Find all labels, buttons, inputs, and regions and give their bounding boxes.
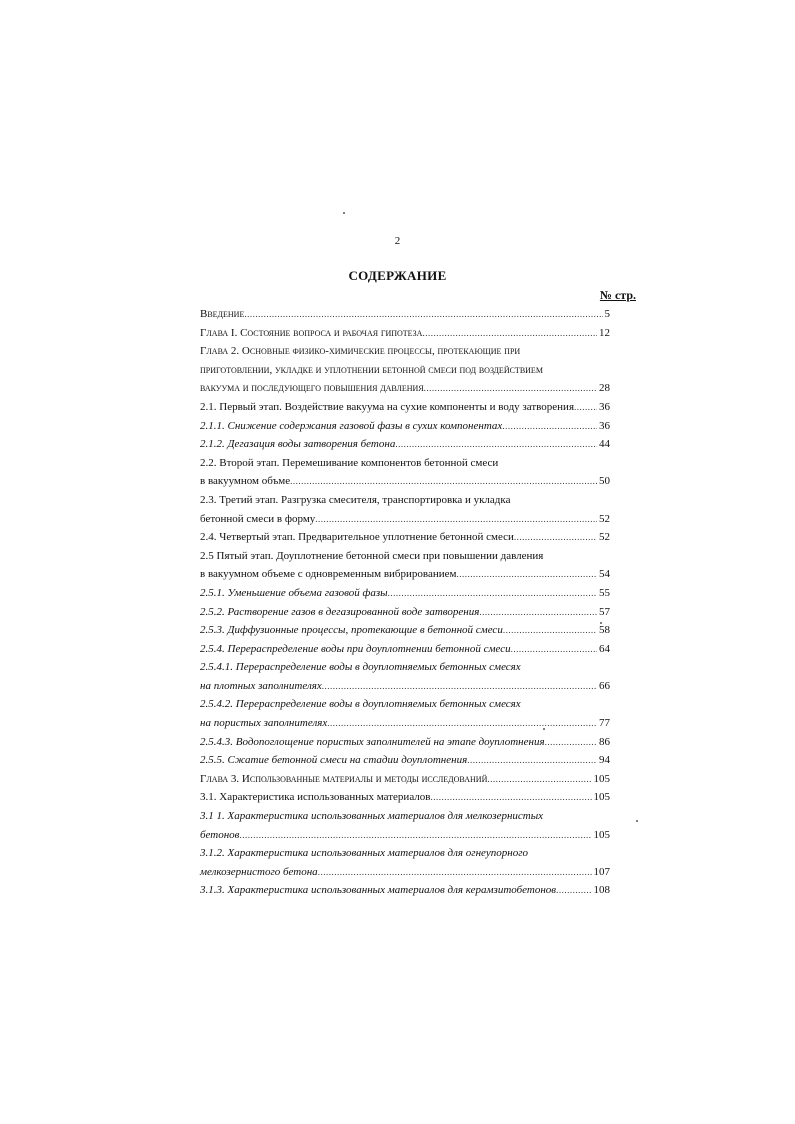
toc-entry-page: 36 — [599, 400, 610, 413]
toc-leader-dots — [467, 751, 597, 770]
toc-leader-dots — [318, 863, 592, 882]
toc-leader-dots — [244, 305, 602, 324]
toc-entry — [200, 417, 610, 436]
toc-entry — [200, 454, 610, 473]
toc-entry-page: 94 — [599, 754, 610, 767]
toc-entry-text: 2.4. Четвертый этап. Предварительное уплотнение бетонной смеси — [200, 531, 514, 544]
toc-entry-page: 58 — [599, 624, 610, 637]
toc-entry-page: 55 — [599, 586, 610, 599]
toc-entry-text: в вакуумном объме — [200, 475, 291, 488]
toc-entry — [200, 510, 610, 529]
toc-entry-page: 54 — [599, 568, 610, 581]
toc-entry-page: 105 — [593, 772, 610, 785]
page-number: 2 — [394, 235, 401, 247]
toc-leader-dots — [514, 528, 597, 547]
toc-entry-page: 66 — [599, 679, 610, 692]
toc-entry-page: 12 — [599, 326, 610, 339]
toc-entry-text: приготовлении, укладке и уплотнении бетонной смеси под воздействием — [200, 363, 543, 376]
toc-entry — [200, 695, 610, 714]
toc-entry-text: 2.2. Второй этап. Перемешивание компонентов бетонной смеси — [200, 456, 499, 469]
toc-entry-text: в вакуумном объеме с одновременным вибрированием — [200, 568, 457, 581]
toc-entry — [200, 640, 610, 659]
toc-entry-page: 57 — [599, 605, 610, 618]
toc-leader-dots — [456, 565, 597, 584]
toc-entry-text: на плотных заполнителях — [200, 679, 322, 692]
toc-entry-text: 3.1 1. Характеристика использованных материалов для мелкозернистых — [200, 810, 544, 823]
toc-entry-text: 2.5.3. Диффузионные процессы, протекающие в бетонной смеси — [200, 624, 503, 637]
toc-entry-text: Введение — [200, 308, 245, 320]
toc-entry-text: 2.3. Третий этап. Разгрузка смесителя, транспортировка и укладка — [200, 493, 511, 506]
toc-entry-text: бетонной смеси в форму — [200, 512, 316, 525]
scan-speck — [543, 728, 545, 730]
toc-entry — [200, 472, 610, 491]
toc-entry-text: 2.5 Пятый этап. Доуплотнение бетонной смеси при повышении давления — [200, 549, 544, 562]
toc-entry — [200, 881, 610, 900]
toc-entry-text: 2.5.4.1. Перераспределение воды в доуплотняемых бетонных смесях — [200, 661, 521, 674]
toc-leader-dots — [503, 621, 597, 640]
toc-entry-text: Глава I. Состояние вопроса и рабочая гипотеза — [200, 326, 423, 339]
toc-entry-text: 2.1.1. Снижение содержания газовой фазы в сухих компонентах — [200, 419, 503, 432]
toc-entry — [200, 342, 610, 361]
toc-leader-dots — [315, 510, 597, 529]
toc-entry — [200, 435, 610, 454]
toc-entry-text: 2.5.1. Уменьшение объема газовой фазы — [200, 586, 388, 599]
toc-entry — [200, 751, 610, 770]
toc-leader-dots — [574, 398, 597, 417]
toc-entry-text: 3.1.3. Характеристика использованных материалов для керамзитобетонов — [200, 884, 557, 897]
toc-entry-page: 105 — [593, 791, 610, 804]
toc-leader-dots — [322, 677, 597, 696]
toc-entry-text: мелкозернистого бетона — [200, 865, 318, 878]
toc-leader-dots — [511, 640, 597, 659]
toc-leader-dots — [239, 826, 591, 845]
scan-speck — [636, 820, 638, 822]
toc-entry — [200, 844, 610, 863]
toc-entry-text: вакуума и последующего повышения давления — [200, 382, 424, 395]
toc-entry-text: 2.5.4.3. Водопоглощение пористых заполнителей на этапе доуплотнения — [200, 735, 545, 748]
toc-entry — [200, 677, 610, 696]
toc-entry — [200, 565, 610, 584]
toc-entry-text: 2.5.5. Сжатие бетонной смеси на стадии доуплотнения — [200, 754, 468, 767]
toc-entry-page: 108 — [593, 884, 610, 897]
toc-entry-page: 28 — [599, 382, 610, 395]
toc-entry — [200, 733, 610, 752]
toc-entry — [200, 361, 610, 380]
toc-entry-page: 77 — [599, 717, 610, 730]
toc-leader-dots — [487, 770, 591, 789]
toc-entry — [200, 863, 610, 882]
toc-entry-text: 2.1. Первый этап. Воздействие вакуума на сухие компоненты и воду затворения — [200, 400, 574, 413]
toc-entry — [200, 324, 610, 343]
toc-entry — [200, 491, 610, 510]
toc-leader-dots — [422, 324, 597, 343]
toc-leader-dots — [424, 379, 597, 398]
toc-entry-text: на пористых заполнителях — [200, 717, 328, 730]
toc-entry-page: 107 — [593, 865, 610, 878]
page-column-header: № стр. — [599, 288, 636, 302]
toc-entry — [200, 770, 610, 789]
toc-entry-text: 3.1. Характеристика использованных материалов — [200, 791, 431, 804]
scan-speck — [600, 622, 602, 624]
toc-entry — [200, 398, 610, 417]
toc-leader-dots — [556, 881, 591, 900]
toc-leader-dots — [545, 733, 597, 752]
toc-entry-page: 86 — [599, 735, 610, 748]
toc-entry-page: 64 — [599, 642, 610, 655]
toc-entry-text: 2.5.4. Перераспределение воды при доуплотнении бетонной смеси — [200, 642, 511, 655]
page-title: СОДЕРЖАНИЕ — [348, 268, 447, 283]
toc-entry — [200, 603, 610, 622]
toc-entry — [200, 621, 610, 640]
toc-entry-page: 5 — [604, 308, 610, 320]
toc-leader-dots — [290, 472, 597, 491]
toc-entry-text: 2.5.2. Растворение газов в дегазированной воде затворения — [200, 605, 480, 618]
toc-entry-page: 36 — [599, 419, 610, 432]
toc-entry — [200, 714, 610, 733]
toc-entry-page: 105 — [593, 828, 610, 841]
toc-entry — [200, 658, 610, 677]
toc-entry-page: 52 — [599, 531, 610, 544]
table-of-contents — [200, 305, 610, 900]
toc-entry-text: бетонов — [200, 828, 240, 841]
toc-entry-text: 3.1.2. Характеристика использованных материалов для огнеупорного — [200, 847, 529, 860]
toc-leader-dots — [388, 584, 597, 603]
toc-entry-text: Глава 2. Основные физико-химические процессы, протекающие при — [200, 345, 521, 358]
toc-entry-page: 52 — [599, 512, 610, 525]
toc-entry-page: 50 — [599, 475, 610, 488]
toc-leader-dots — [479, 603, 597, 622]
toc-entry — [200, 826, 610, 845]
toc-entry — [200, 379, 610, 398]
toc-entry — [200, 584, 610, 603]
toc-entry — [200, 788, 610, 807]
toc-entry — [200, 528, 610, 547]
toc-leader-dots — [395, 435, 597, 454]
toc-entry — [200, 547, 610, 566]
toc-leader-dots — [430, 788, 591, 807]
scan-speck — [343, 212, 345, 214]
toc-leader-dots — [327, 714, 597, 733]
toc-entry-text: 2.5.4.2. Перераспределение воды в доуплотняемых бетонных смесях — [200, 698, 521, 711]
toc-entry — [200, 305, 610, 324]
toc-entry-text: 2.1.2. Дегазация воды затворения бетона — [200, 438, 396, 451]
toc-entry — [200, 807, 610, 826]
toc-leader-dots — [502, 417, 597, 436]
toc-entry-page: 44 — [599, 438, 610, 451]
toc-entry-text: Глава 3. Использованные материалы и методы исследований — [200, 772, 488, 785]
